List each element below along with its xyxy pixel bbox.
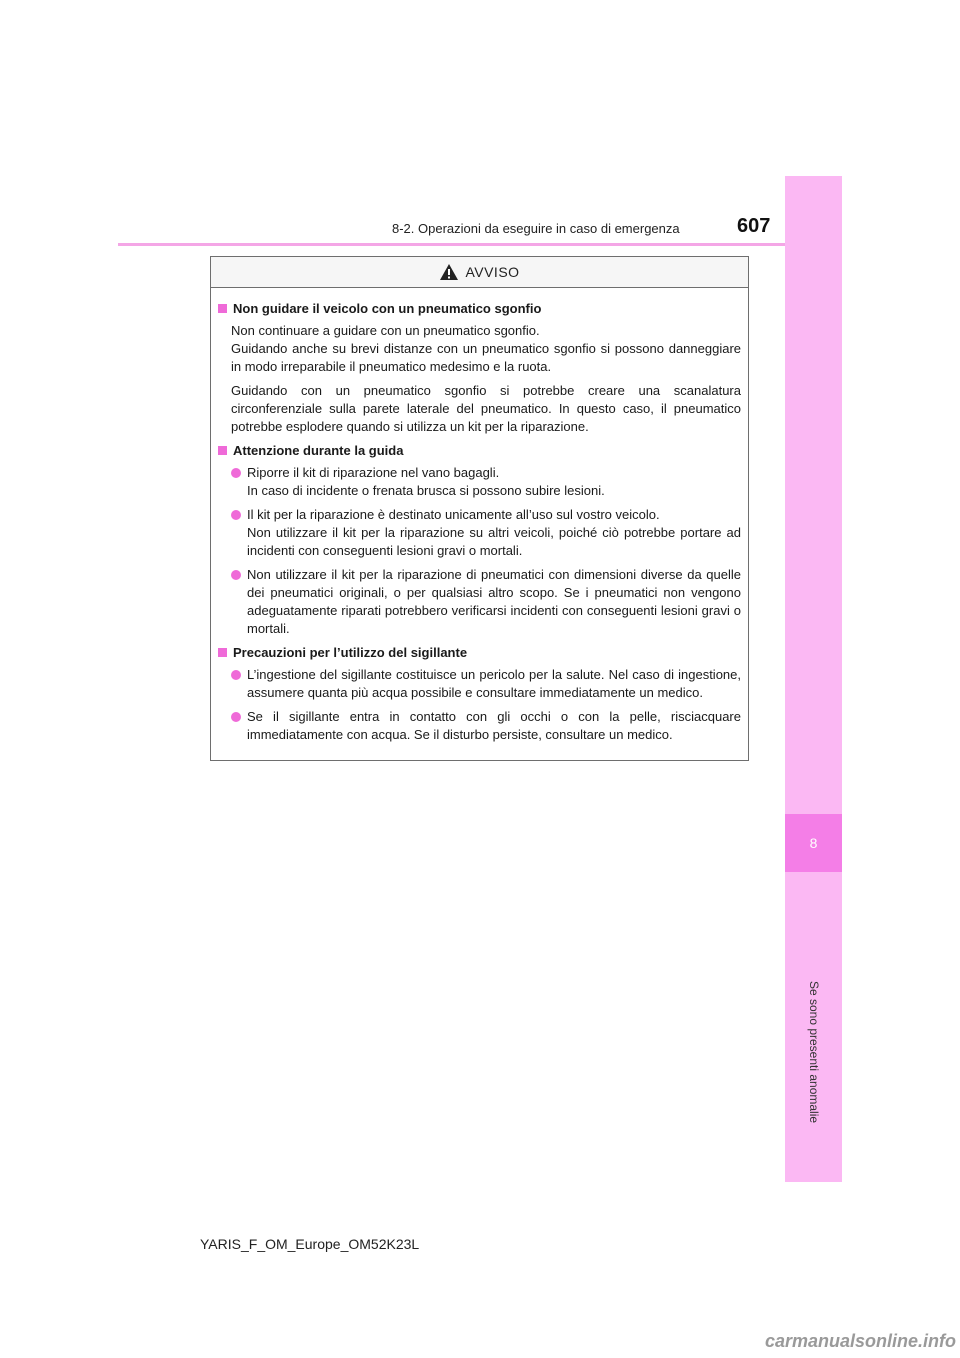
document-code: YARIS_F_OM_Europe_OM52K23L [200,1236,420,1252]
square-bullet-icon [218,304,227,313]
header-divider [118,243,842,246]
list-item [231,708,741,744]
item-line: In caso di incidente o frenata brusca si possono subire lesioni. [247,483,605,498]
item-line: Se il sigillante entra in contatto con gli occhi o con la pelle, risciacquare immediatamente con acqua. Se il disturbo persiste, consultare un medico. [247,709,741,742]
section-heading: 8-2. Operazioni da eseguire in caso di emergenza [392,221,680,236]
paragraph-line: Guidando con un pneumatico sgonfio si potrebbe creare una scanalatura circonferenziale sulla parete laterale del pneumatico. In questo caso, il pneumatico potrebbe esplodere quando si utilizza un kit per la riparazione. [231,383,741,434]
watermark: carmanualsonline.info [764,1331,956,1351]
paragraph [231,322,741,376]
list-item [231,666,741,702]
round-bullet-icon [231,570,241,580]
list-item [231,464,741,500]
paragraph-line: Guidando anche su brevi distanze con un pneumatico sgonfio si possono danneggiare in modo irreparabile il pneumatico medesimo e la ruota. [231,341,741,374]
paragraph-line: Non continuare a guidare con un pneumatico sgonfio. [231,323,540,338]
warning-box [210,256,749,761]
section-title-text: Attenzione durante la guida [233,443,404,458]
section-title [218,442,741,460]
round-bullet-icon [231,670,241,680]
item-line: Il kit per la riparazione è destinato unicamente all’uso sul vostro veicolo. [247,507,660,522]
item-line: Non utilizzare il kit per la riparazione su altri veicoli, poiché ciò potrebbe portare ad incidenti con conseguenti lesioni gravi o mortali. [247,525,741,558]
section-title [218,644,741,662]
square-bullet-icon [218,648,227,657]
chapter-label: Se sono presenti anomalie [807,980,821,1124]
item-line: Non utilizzare il kit per la riparazione di pneumatici con dimensioni diverse da quelle dei pneumatici originali, o per qualsiasi altro scopo. Se i pneumatici non vengono adeguatamente riparati potrebbero verificarsi incidenti con conseguenti lesioni gravi o mortali. [247,567,741,636]
section-title-text: Non guidare il veicolo con un pneumatico sgonfio [233,301,542,316]
round-bullet-icon [231,510,241,520]
warning-title: AVVISO [465,264,520,280]
section-sealant-precautions [218,644,741,744]
paragraph [231,382,741,436]
section-title-text: Precauzioni per l’utilizzo del sigillante [233,645,468,660]
warning-triangle-icon [439,263,459,281]
page-number: 607 [737,215,771,237]
square-bullet-icon [218,446,227,455]
warning-body [211,288,748,744]
list-item [231,506,741,560]
chapter-number: 8 [809,835,818,851]
list-item [231,566,741,638]
section-driving-attention [218,442,741,638]
section-flat-tire [218,300,741,436]
item-line: L’ingestione del sigillante costituisce un pericolo per la salute. Nel caso di ingestione, assumere quanta più acqua possibile e consultare immediatamente un medico. [247,667,741,700]
section-title [218,300,741,318]
item-line: Riporre il kit di riparazione nel vano bagagli. [247,465,500,480]
warning-header [211,257,748,288]
round-bullet-icon [231,468,241,478]
round-bullet-icon [231,712,241,722]
